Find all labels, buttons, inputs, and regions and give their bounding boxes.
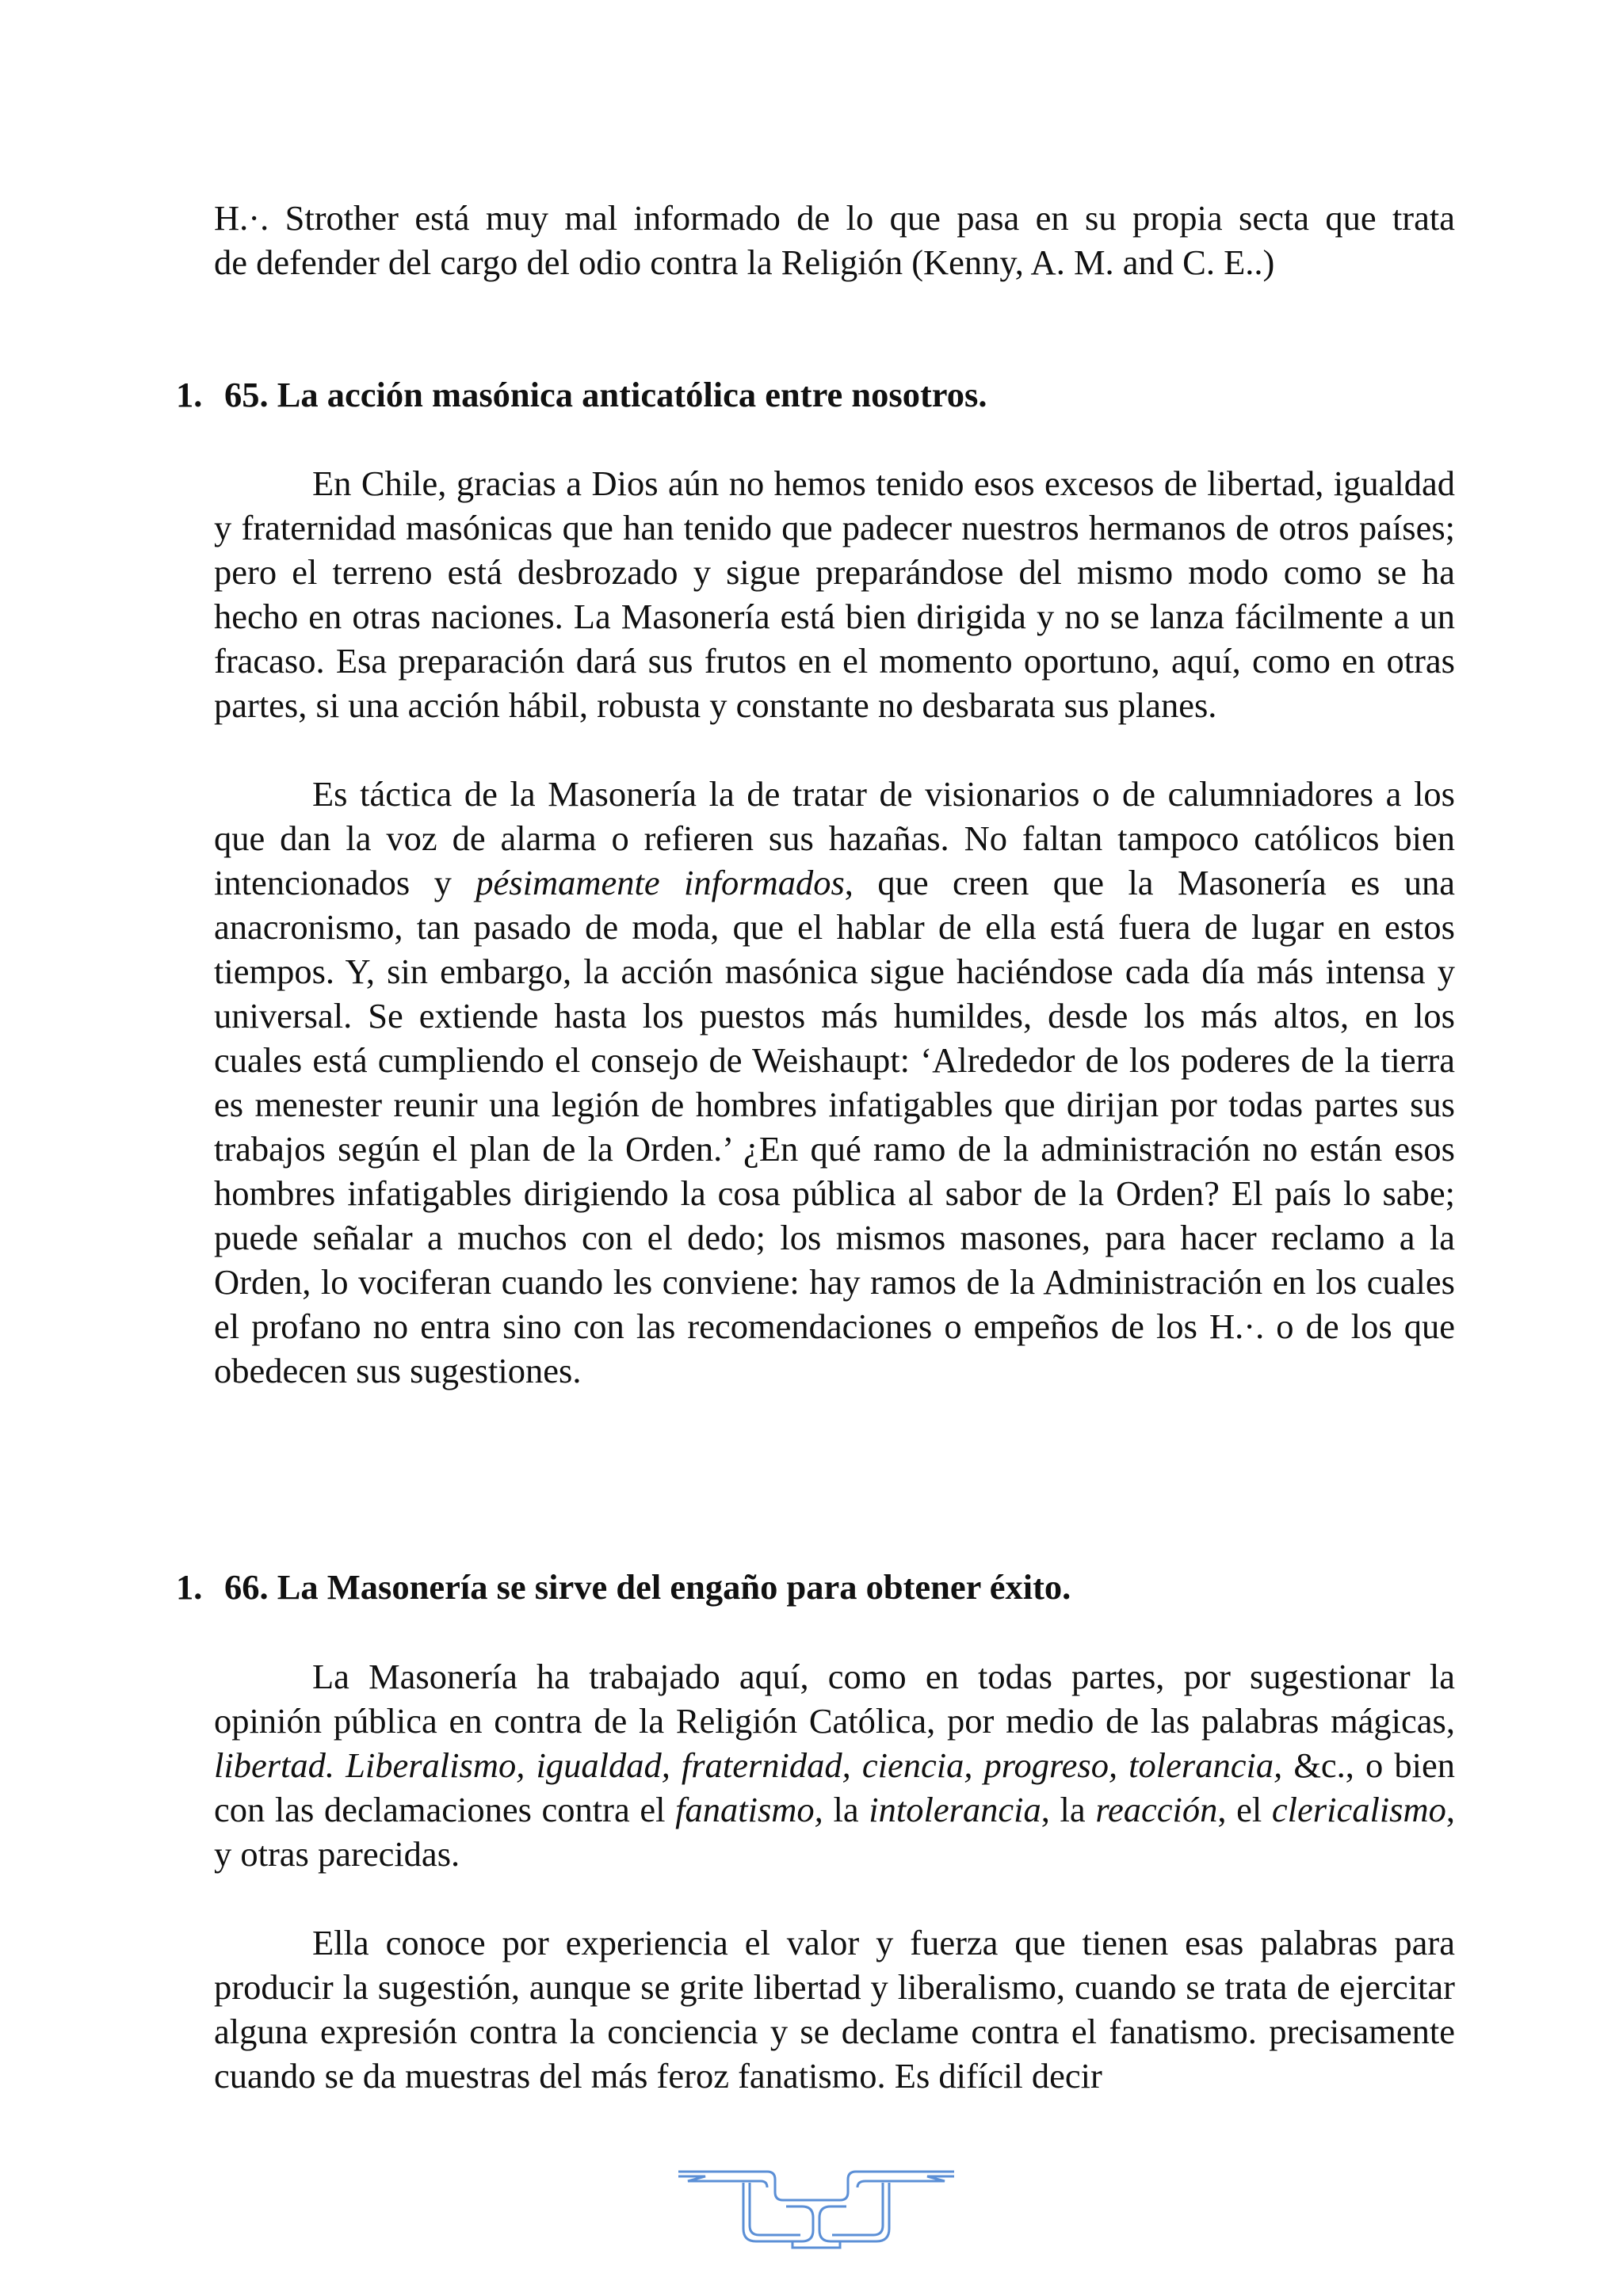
section-66-paragraph-1-text-d: , la	[1041, 1790, 1096, 1829]
emphasis-intolerancia: intolerancia	[869, 1790, 1041, 1829]
emphasis-magic-words: libertad. Liberalismo, igualdad, fraternidad, ciencia, progreso, tolerancia,	[214, 1745, 1283, 1785]
section-65-title: 65. La acción masónica anticatólica entre nosotros.	[224, 375, 987, 414]
section-65-paragraph-1: En Chile, gracias a Dios aún no hemos tenido esos excesos de libertad, igualdad y fraternidad masónicas que han tenido que padecer nuestros hermanos de otros países; pero el terreno está desbrozado y sigue preparándose del mismo modo como se ha hecho en otras naciones. La Masonería está bien dirigida y no se lanza fácilmente a un fracaso. Esa preparación dará sus frutos en el momento oportuno, aquí, como en otras partes, si una acción hábil, robusta y constante no desbarata sus planes.	[214, 463, 1455, 725]
section-66-paragraph-1-text-f: , y otras parecidas.	[214, 1790, 1456, 1874]
emphasis-fanatismo: fanatismo,	[675, 1790, 823, 1829]
section-66-heading	[176, 1565, 1071, 1609]
section-66-paragraph-1-text-e: , el	[1217, 1790, 1272, 1829]
section-65-body	[214, 461, 1455, 1393]
page-ornament-icon	[674, 2165, 959, 2292]
section-66-number: 1.	[176, 1567, 203, 1607]
section-66-paragraph-1	[214, 1654, 1455, 1876]
emphasis-clericalismo: clericalismo	[1271, 1790, 1446, 1829]
emphasis-pesimamente: pésimamente informados	[475, 863, 845, 902]
section-65-paragraph-2-text-a: Es táctica de la Masonería la de tratar de visionarios o de calumniadores a los que dan la voz de alarma o refieren sus hazañas. No faltan tampoco católicos bien intencionados y	[214, 774, 1455, 902]
section-66-paragraph-1-text-c: la	[823, 1790, 869, 1829]
section-65-heading	[176, 372, 987, 417]
section-65-number: 1.	[176, 375, 203, 414]
section-66-body	[214, 1654, 1455, 2098]
section-65-paragraph-2-text-b: , que creen que la Masonería es una anacronismo, tan pasado de moda, que el hablar de ella está fuera de lugar en estos tiempos. Y, sin embargo, la acción masónica sigue haciéndose cada día más intensa y universal. Se extiende hasta los puestos más humildes, desde los más altos, en los cuales está cumpliendo el consejo de Weishaupt: ‘Alrededor de los poderes de la tierra es menester reunir una legión de hombres infatigables que dirijan por todas partes sus trabajos según el plan de la Orden.’ ¿En qué ramo de la administración no están esos hombres infatigables dirigiendo la cosa pública al sabor de la Orden? El país lo sabe; puede señalar a muchos con el dedo; los mismos masones, para hacer reclamo a la Orden, lo vociferan cuando les conviene: hay ramos de la Administración en los cuales el profano no entra sino con las recomendaciones o empeños de los H.·. o de los que obedecen sus sugestiones.	[214, 863, 1455, 1390]
section-66-title: 66. La Masonería se sirve del engaño para obtener éxito.	[224, 1567, 1071, 1607]
section-66-paragraph-1-text-a: La Masonería ha trabajado aquí, como en todas partes, por sugestionar la opinión pública en contra de la Religión Católica, por medio de las palabras mágicas,	[214, 1657, 1455, 1741]
intro-line-2: de defender del cargo del odio contra la Religión (Kenny, A. M. and C. E..)	[214, 242, 1275, 282]
emphasis-reaccion: reacción	[1095, 1790, 1218, 1829]
intro-line-1: H.·. Strother está muy mal informado de lo que pasa en su propia secta que trata	[214, 198, 1455, 238]
section-66-paragraph-1-text-b: &c., o bien con las declamaciones contra el	[214, 1745, 1455, 1829]
section-65-paragraph-2	[214, 772, 1455, 1393]
section-66-paragraph-2: Ella conoce por experiencia el valor y fuerza que tienen esas palabras para producir la sugestión, aunque se grite libertad y liberalismo, cuando se trata de ejercitar alguna expresión contra la conciencia y se declame contra el fanatismo. precisamente cuando se da muestras del más feroz fanatismo. Es difícil decir	[214, 1923, 1455, 2096]
intro-paragraph	[214, 196, 1455, 284]
